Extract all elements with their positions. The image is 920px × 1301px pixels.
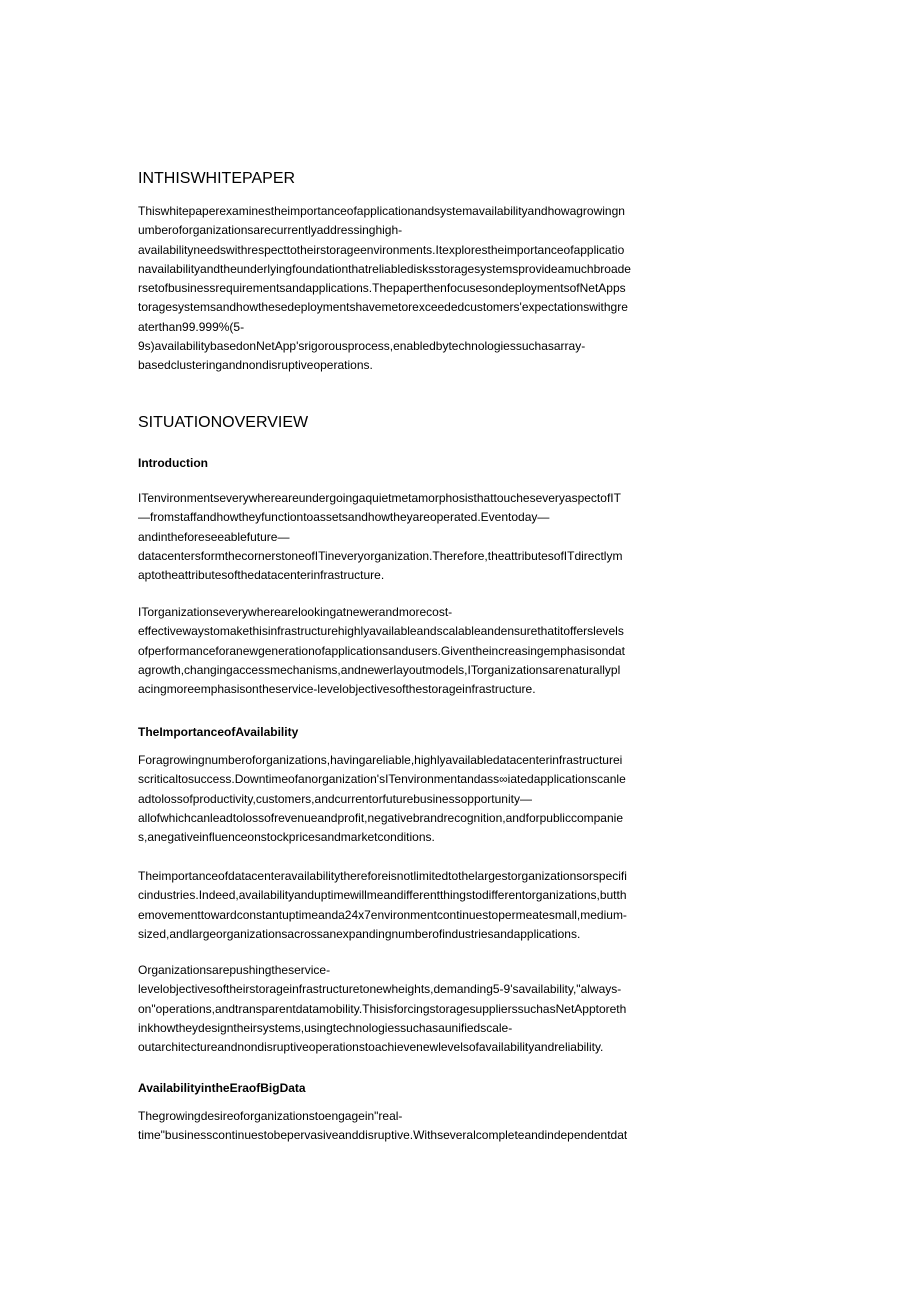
text-line: Theimportanceofdatacenteravailabilitythereforeisnotlimitedtothelargestorganizationsorspecifi: [138, 869, 627, 883]
text-line: Thiswhitepaperexaminestheimportanceofapplicationandsystemavailabilityandhowagrowingn: [138, 204, 625, 218]
text-line: inkhowtheydesigntheirsystems,usingtechnologiessuchasaunifiedscale-: [138, 1020, 513, 1035]
subheading-availability-era-of-big-data: AvailabilityintheEraofBigData: [138, 1081, 306, 1095]
text-line: cindustries.Indeed,availabilityanduptimewillmeandifferentthingstodifferentorganizations,butth: [138, 888, 627, 903]
text-line: availabilityneedswithrespecttotheirstorageenvironments.Itexplorestheimportanceofapplicatio: [138, 242, 625, 257]
text-line: allofwhichcanleadtolossofrevenueandprofit,negativebrandrecognition,andforpubliccompanie: [138, 810, 623, 825]
text-line: toragesystemsandhowthesedeploymentshavemetorexceededcustomers'expectationswithgre: [138, 300, 628, 315]
introduction-paragraph-1: [138, 489, 622, 585]
text-line: ofperformanceforanewgenerationofapplicationsandusers.Giventheincreasingemphasisondat: [138, 643, 625, 658]
text-line: agrowth,changingaccessmechanisms,andnewerlayoutmodels,ITorganizationsarenaturallypl: [138, 662, 621, 677]
text-line: Organizationsarepushingtheservice-: [138, 963, 331, 977]
availability-paragraph-3: [138, 961, 626, 1057]
text-line: rsetofbusinessrequirementsandapplications.ThepaperthenfocusesondeploymentsofNetApps: [138, 281, 626, 296]
text-line: navailabilityandtheunderlyingfoundationthatreliabledisksstoragesystemsprovideamuchbroade: [138, 261, 631, 276]
text-line: 9s)availabilitybasedonNetApp'srigorousprocess,enabledbytechnologiessuchasarray-: [138, 339, 586, 354]
text-line: Thegrowingdesireoforganizationstoengagein"real-: [138, 1109, 403, 1123]
text-line: basedclusteringandnondisruptiveoperations.: [138, 358, 373, 373]
introduction-paragraph-2: [138, 603, 625, 699]
big-data-paragraph-1: [138, 1107, 627, 1146]
text-line: levelobjectivesoftheirstorageinfrastructuretonewheights,demanding5-9'savailability,"always-: [138, 982, 622, 997]
availability-paragraph-1: [138, 751, 626, 847]
text-line: time"businesscontinuestobepervasiveanddisruptive.Withseveralcompleteandindependentdat: [138, 1128, 628, 1143]
text-line: ITenvironmentseverywhereareundergoingaquietmetamorphosisthattoucheseveryaspectofIT: [138, 491, 621, 505]
text-line: on"operations,andtransparentdatamobility.ThisisforcingstoragesupplierssuchasNetApptoreth: [138, 1001, 627, 1016]
text-line: s,anegativeinfluenceonstockpricesandmarketconditions.: [138, 830, 435, 845]
subheading-introduction: Introduction: [138, 456, 208, 470]
section-title-situation-overview: SITUATIONOVERVIEW: [138, 414, 309, 431]
text-line: outarchitectureandnondisruptiveoperationstoachievenewlevelsofavailabilityandreliability.: [138, 1040, 604, 1055]
availability-paragraph-2: [138, 867, 627, 944]
text-line: aterthan99.999%(5-: [138, 319, 245, 334]
text-line: emovementtowardconstantuptimeanda24x7environmentcontinuestopermeatesmall,medium-: [138, 907, 627, 922]
text-line: datacentersformthecornerstoneofITineveryorganization.Therefore,theattributesofITdirectlym: [138, 548, 623, 563]
section-title-in-this-white-paper: INTHISWHITEPAPER: [138, 170, 296, 187]
text-line: umberoforganizationsarecurrentlyaddressinghigh-: [138, 223, 403, 238]
text-line: acingmoreemphasisontheservice-levelobjectivesofthestorageinfrastructure.: [138, 682, 536, 697]
text-line: adtolossofproductivity,customers,andcurrentorfuturebusinessopportunity—: [138, 791, 532, 806]
text-line: scriticaltosuccess.Downtimeofanorganization'sITenvironmentandass∞iatedapplicationscanle: [138, 772, 626, 787]
text-line: sized,andlargeorganizationsacrossanexpandingnumberofindustriesandapplications.: [138, 926, 581, 941]
text-line: —fromstaffandhowtheyfunctiontoassetsandhowtheyareoperated.Eventoday—: [138, 510, 550, 525]
text-line: Foragrowingnumberoforganizations,havingareliable,highlyavailabledatacenterinfrastructurei: [138, 753, 623, 767]
text-line: effectivewaystomakethisinfrastructurehighlyavailableandscalableandensurethatitofferslevels: [138, 624, 624, 639]
subheading-importance-of-availability: TheImportanceofAvailability: [138, 725, 299, 739]
text-line: andintheforeseeablefuture—: [138, 529, 290, 544]
text-line: aptotheattributesofthedatacenterinfrastructure.: [138, 568, 385, 583]
whitepaper-summary-paragraph: [138, 202, 631, 376]
text-line: ITorganizationseverywherearelookingatnewerandmorecost-: [138, 605, 453, 619]
